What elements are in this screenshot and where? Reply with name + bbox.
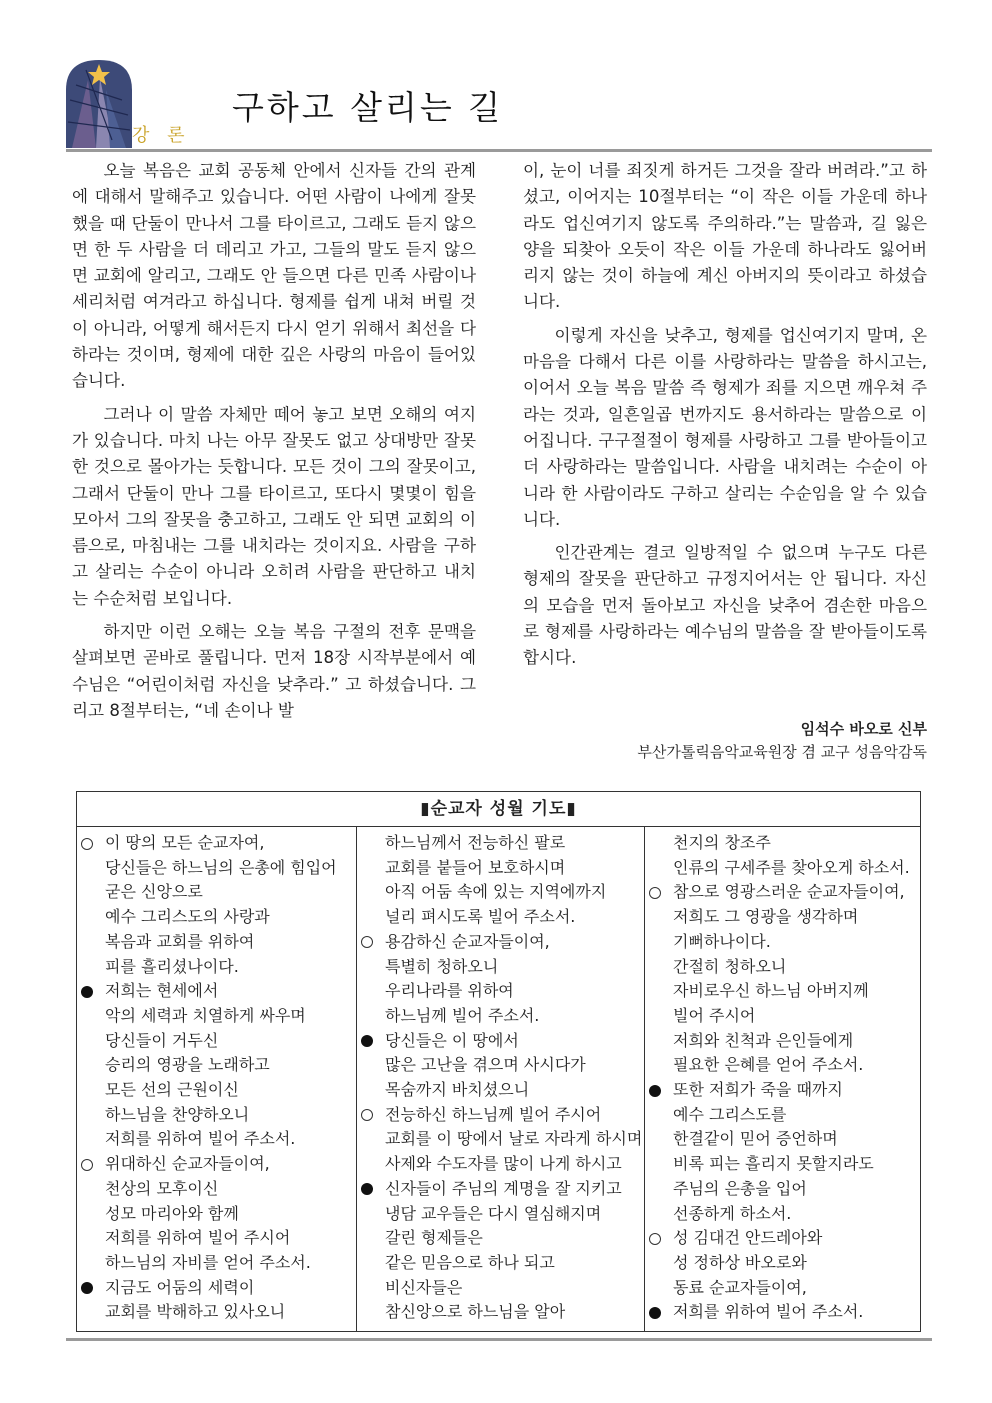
- prayer-line: 비록 피는 흘리지 못할지라도: [673, 1154, 874, 1174]
- prayer-columns: [77, 827, 920, 1332]
- author-name: 임석수 바오로 신부: [800, 720, 927, 738]
- prayer-line: 전능하신 하느님께 빌어 주시어: [385, 1104, 602, 1124]
- prayer-line: 냉담 교우들은 다시 열심해지며: [385, 1203, 602, 1223]
- prayer-line: 간절히 청하오니: [673, 956, 787, 976]
- homily-right-column: [523, 158, 927, 672]
- prayer-line: 하느님의 자비를 얻어 주소서.: [105, 1252, 311, 1272]
- homily-paragraph: 그러나 이 말씀 자체만 떼어 놓고 보면 오해의 여지가 있습니다. 마치 나는 아무 잘못도 없고 상대방만 잘못한 것으로 몰아가는 듯합니다. 모든 것이 그의 잘못이고, 그래서 단둘이 만나 그를 타이르고, 또다시 몇몇이 힘을 모아서 그의 잘못을 충고하고, 그래도 안 되면 교회의 이름으로, 마침내는 그를 내치라는 것이지요. 사람을 구하고 살리는 수순이 아니라 오히려 사람을 판단하고 내치는 수순처럼 보입니다.: [72, 404, 476, 608]
- homily-paragraph: 인간관계는 결코 일방적일 수 없으며 누구도 다른 형제의 잘못을 판단하고 규정지어서는 안 됩니다. 자신의 모습을 먼저 돌아보고 자신을 낮추어 겸손한 마음으로 형제를 사랑하라는 예수님의 말씀을 잘 받아들이도록 합시다.: [523, 543, 927, 668]
- prayer-title: ▮순교자 성월 기도▮: [77, 792, 920, 827]
- prayer-line: 모든 선의 근원이신: [105, 1080, 239, 1099]
- prayer-line: 저희를 위하여 빌어 주시어: [105, 1228, 291, 1248]
- stained-glass-logo-icon: [66, 60, 132, 148]
- prayer-line: 한결같이 믿어 증언하며: [673, 1129, 838, 1149]
- prayer-line: 많은 고난을 겪으며 사시다가: [385, 1055, 586, 1075]
- filled-circle-bullet-icon: [649, 1085, 661, 1097]
- bottom-divider: [66, 1338, 932, 1341]
- author-signature: [637, 718, 927, 764]
- homily-paragraph: 하지만 이런 오해는 오늘 복음 구절의 전후 문맥을 살펴보면 곧바로 풀립니다. 먼저 18장 시작부분에서 예수님은 “어린이처럼 자신을 낮추라.” 고 하셨습니다. 그리고 8절부터는, “네 손이나 발: [72, 622, 476, 720]
- prayer-line: 교회를 이 땅에서 날로 자라게 하시며: [385, 1129, 643, 1149]
- prayer-line: 천상의 모후이신: [105, 1178, 219, 1198]
- open-circle-bullet-icon: [361, 936, 373, 948]
- open-circle-bullet-icon: [361, 1109, 373, 1121]
- prayer-line: 용감하신 순교자들이여,: [385, 931, 550, 951]
- prayer-line: 사제와 수도자를 많이 나게 하시고: [385, 1154, 622, 1174]
- prayer-line: 지금도 어둠의 세력이: [105, 1277, 255, 1297]
- prayer-line: 빌어 주시어: [673, 1005, 756, 1025]
- prayer-line: 인류의 구세주를 찾아오게 하소서.: [673, 857, 910, 877]
- prayer-line: 위대하신 순교자들이여,: [105, 1154, 270, 1174]
- prayer-line: 악의 세력과 치열하게 싸우며: [105, 1005, 306, 1025]
- homily-paragraph: 오늘 복음은 교회 공동체 안에서 신자들 간의 관계에 대해서 말해주고 있습니다. 어떤 사람이 나에게 잘못했을 때 단둘이 만나서 그를 타이르고, 그래도 듣지 않으면 한 두 사람을 더 데리고 가고, 그들의 말도 듣지 않으면 교회에 알리고, 그래도 안 들으면 다른 민족 사람이나 세리처럼 여겨라고 하십니다. 형제를 쉽게 내쳐 버릴 것이 아니라, 어떻게 해서든지 다시 얻기 위해서 최선을 다하라는 것이며, 형제에 대한 깊은 사랑의 마음이 들어있습니다.: [72, 161, 476, 391]
- prayer-line: 성 김대건 안드레아와: [673, 1228, 823, 1248]
- prayer-line: 당신들은 이 땅에서: [385, 1030, 519, 1050]
- prayer-line: 저희를 위하여 빌어 주소서.: [673, 1302, 864, 1322]
- prayer-column-2: [356, 827, 644, 1332]
- filled-circle-bullet-icon: [361, 1035, 373, 1047]
- prayer-line: 목숨까지 바치셨으니: [385, 1080, 530, 1099]
- prayer-line: 하느님께 빌어 주소서.: [385, 1005, 540, 1025]
- prayer-line: 성 정하상 바오로와: [673, 1252, 807, 1272]
- homily-left-column: [72, 158, 476, 724]
- prayer-line: 교회를 붙들어 보호하시며: [385, 857, 566, 877]
- prayer-line: 굳은 신앙으로: [105, 882, 203, 902]
- open-circle-bullet-icon: [649, 1233, 661, 1245]
- filled-circle-bullet-icon: [649, 1307, 661, 1319]
- prayer-line: 아직 어둠 속에 있는 지역에까지: [385, 882, 607, 902]
- prayer-line: 참으로 영광스러운 순교자들이여,: [673, 882, 905, 902]
- prayer-line: 저희는 현세에서: [105, 981, 219, 1001]
- open-circle-bullet-icon: [81, 838, 93, 850]
- prayer-line: 이 땅의 모든 순교자여,: [105, 833, 265, 852]
- prayer-line: 저희를 위하여 빌어 주소서.: [105, 1129, 296, 1149]
- filled-circle-bullet-icon: [81, 986, 93, 998]
- prayer-line: 예수 그리스도의 사랑과: [105, 907, 270, 927]
- prayer-line: 하느님을 찬양하오니: [105, 1104, 250, 1124]
- author-position: 부산가톨릭음악교육원장 겸 교구 성음악감독: [637, 743, 927, 761]
- open-circle-bullet-icon: [81, 1159, 93, 1171]
- prayer-line: 피를 흘리셨나이다.: [105, 956, 239, 976]
- prayer-line: 하느님께서 전능하신 팔로: [385, 833, 566, 852]
- prayer-line: 널리 펴시도록 빌어 주소서.: [385, 907, 576, 927]
- filled-circle-bullet-icon: [361, 1183, 373, 1195]
- prayer-line: 복음과 교회를 위하여: [105, 931, 255, 951]
- prayer-line: 주님의 은총을 입어: [673, 1178, 807, 1198]
- prayer-line: 동료 순교자들이여,: [673, 1277, 807, 1297]
- prayer-line: 또한 저희가 죽을 때까지: [673, 1080, 843, 1099]
- prayer-line: 비신자들은: [385, 1277, 463, 1297]
- prayer-line: 저희와 친척과 은인들에게: [673, 1030, 854, 1050]
- prayer-line: 참신앙으로 하느님을 알아: [385, 1302, 566, 1322]
- prayer-line: 천지의 창조주: [673, 833, 771, 852]
- prayer-line: 승리의 영광을 노래하고: [105, 1055, 270, 1075]
- prayer-line: 기뻐하나이다.: [673, 931, 771, 951]
- prayer-line: 당신들이 거두신: [105, 1030, 219, 1050]
- prayer-line: 성모 마리아와 함께: [105, 1203, 239, 1223]
- prayer-line: 필요한 은혜를 얻어 주소서.: [673, 1055, 864, 1075]
- section-label: 강 론: [132, 125, 191, 146]
- top-divider: [66, 149, 932, 152]
- prayer-line: 저희도 그 영광을 생각하며: [673, 907, 859, 927]
- homily-paragraph: 이렇게 자신을 낮추고, 형제를 업신여기지 말며, 온 마음을 다해서 다른 이를 사랑하라는 말씀을 하시고는, 이어서 오늘 복음 말씀 즉 형제가 죄를 지으면 깨우쳐 주라는 것과, 일흔일곱 번까지도 용서하라는 말씀으로 이어집니다. 구구절절이 형제를 사랑하고 그를 받아들이고 더 사랑하라는 말씀입니다. 사람을 내치려는 수순이 아니라 한 사람이라도 구하고 살리는 수순임을 알 수 있습니다.: [523, 325, 927, 529]
- open-circle-bullet-icon: [649, 887, 661, 899]
- page-title: 구하고 살리는 길: [232, 88, 504, 127]
- prayer-line: 예수 그리스도를: [673, 1104, 787, 1124]
- prayer-line: 같은 믿음으로 하나 되고: [385, 1252, 555, 1272]
- prayer-line: 당신들은 하느님의 은총에 힘입어: [105, 857, 337, 877]
- prayer-line: 신자들이 주님의 계명을 잘 지키고: [385, 1178, 622, 1198]
- prayer-line: 갈린 형제들은: [385, 1228, 483, 1248]
- prayer-line: 교회를 박해하고 있사오니: [105, 1302, 286, 1322]
- prayer-column-1: [77, 827, 356, 1332]
- prayer-line: 선종하게 하소서.: [673, 1203, 792, 1223]
- prayer-line: 특별히 청하오니: [385, 956, 499, 976]
- homily-paragraph: 이, 눈이 너를 죄짓게 하거든 그것을 잘라 버려라.”고 하셨고, 이어지는 10절부터는 “이 작은 이들 가운데 하나라도 업신여기지 않도록 주의하라.”는 말씀과, 길 잃은 양을 되찾아 오듯이 작은 이들 가운데 하나라도 잃어버리지 않는 것이 하늘에 계신 아버지의 뜻이라고 하셨습니다.: [523, 161, 927, 312]
- prayer-line: 우리나라를 위하여: [385, 981, 514, 1001]
- prayer-column-3: [644, 827, 920, 1332]
- prayer-line: 자비로우신 하느님 아버지께: [673, 981, 869, 1001]
- martyr-month-prayer-box: [76, 791, 921, 1332]
- filled-circle-bullet-icon: [81, 1282, 93, 1294]
